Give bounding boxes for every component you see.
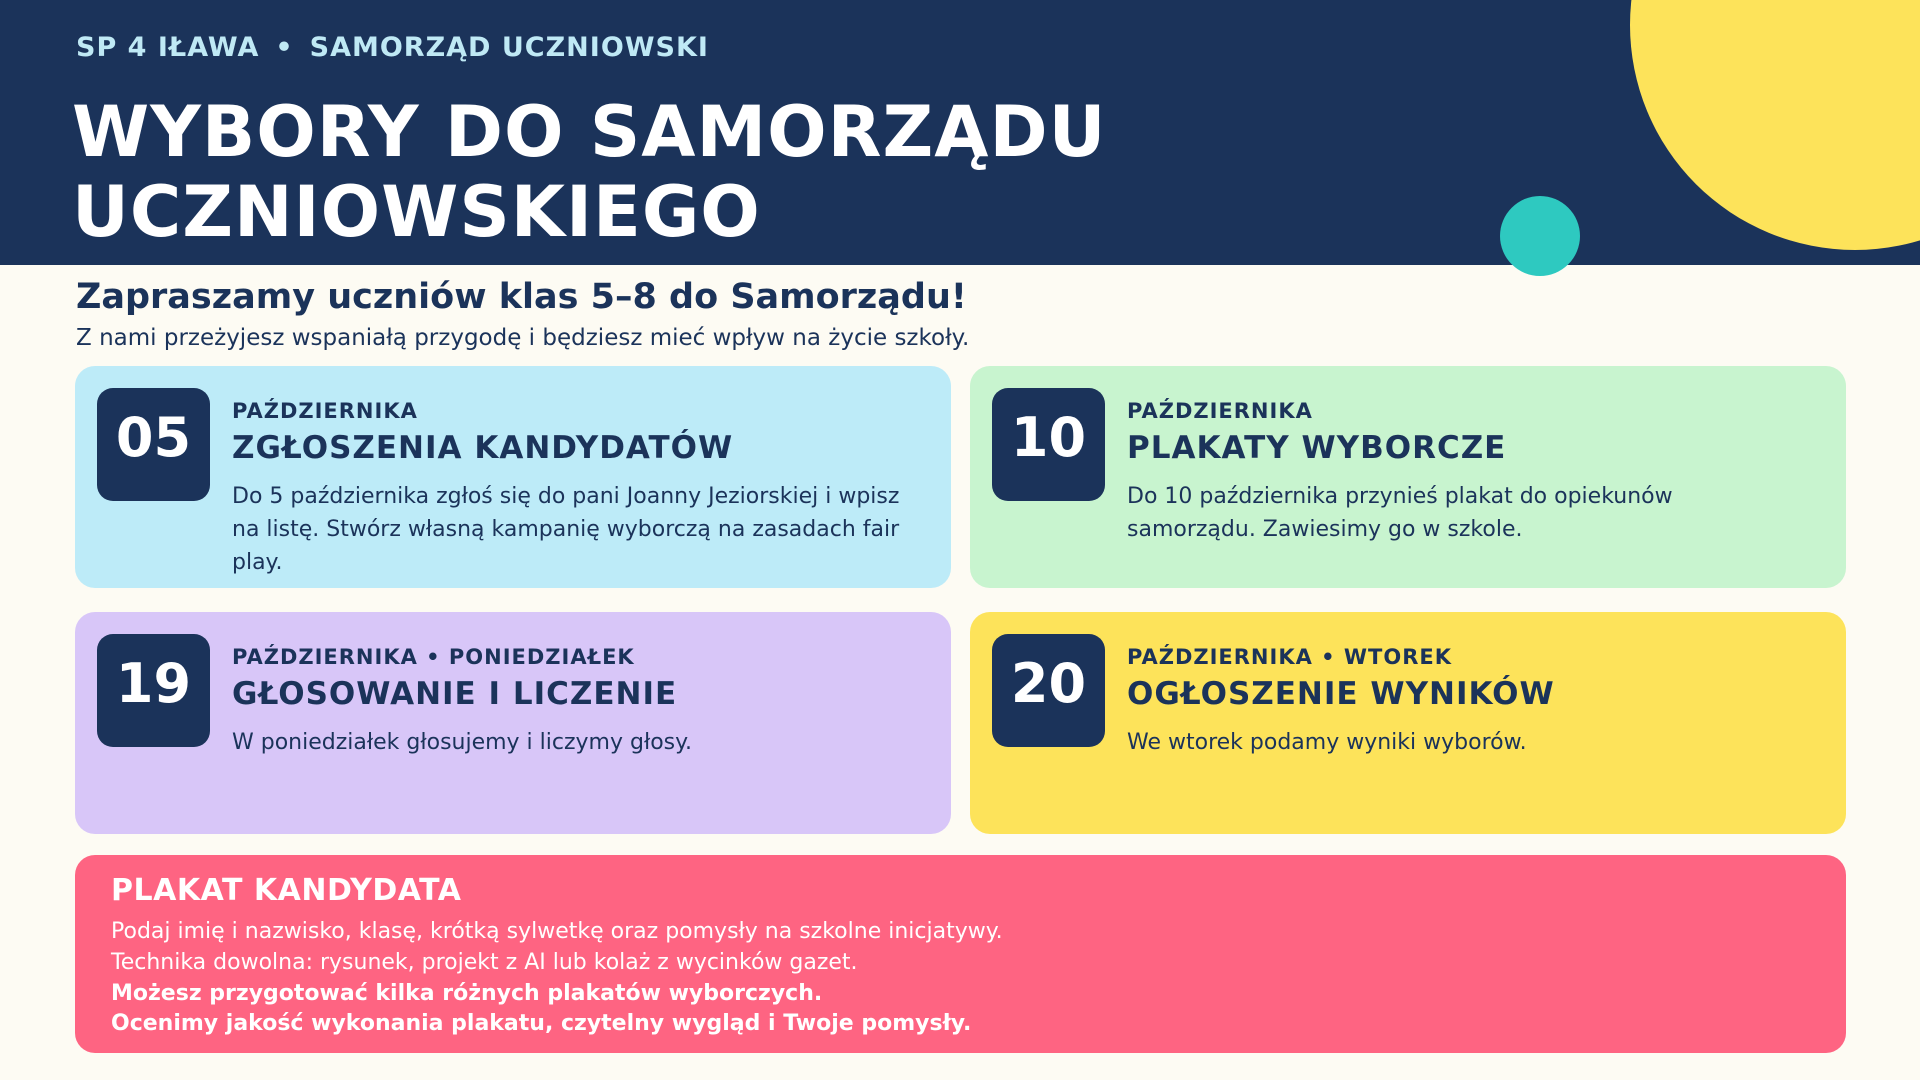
- event-card-results: [970, 612, 1846, 834]
- event-day-badge: 20: [992, 634, 1105, 747]
- school-name: SP 4 IŁAWA: [76, 32, 260, 63]
- event-description: We wtorek podamy wyniki wyborów.: [1127, 730, 1527, 755]
- poster-requirement-line: Podaj imię i nazwisko, klasę, krótką sylwetkę oraz pomysły na szkolne inicjatywy.: [111, 919, 1003, 944]
- organization-name: SAMORZĄD UCZNIOWSKI: [309, 32, 709, 63]
- header-kicker: [76, 32, 709, 63]
- title-line-2: UCZNIOWSKIEGO: [72, 171, 761, 253]
- candidate-poster-section: [75, 855, 1846, 1053]
- page-title: [72, 92, 1272, 252]
- intro-heading: Zapraszamy uczniów klas 5–8 do Samorządu!: [76, 277, 967, 317]
- event-month: PAŹDZIERNIKA • PONIEDZIAŁEK: [232, 645, 635, 669]
- event-title: OGŁOSZENIE WYNIKÓW: [1127, 676, 1555, 712]
- kicker-separator: •: [275, 32, 294, 63]
- teal-dot-decoration: [1500, 196, 1580, 276]
- intro-text: Z nami przeżyjesz wspaniałą przygodę i będziesz mieć wpływ na życie szkoły.: [76, 325, 970, 351]
- event-month: PAŹDZIERNIKA: [232, 399, 418, 423]
- poster-section-title: PLAKAT KANDYDATA: [111, 873, 462, 908]
- header-banner: [0, 0, 1920, 265]
- poster-evaluation-line: Ocenimy jakość wykonania plakatu, czytelny wygląd i Twoje pomysły.: [111, 1011, 972, 1036]
- event-title: GŁOSOWANIE I LICZENIE: [232, 676, 678, 712]
- event-card-voting: [75, 612, 951, 834]
- event-day-badge: 10: [992, 388, 1105, 501]
- poster-technique-line: Technika dowolna: rysunek, projekt z AI lub kolaż z wycinków gazet.: [111, 950, 858, 975]
- event-month: PAŹDZIERNIKA • WTOREK: [1127, 645, 1453, 669]
- title-line-1: WYBORY DO SAMORZĄDU: [72, 91, 1107, 173]
- event-title: ZGŁOSZENIA KANDYDATÓW: [232, 430, 734, 466]
- event-card-nominations: [75, 366, 951, 588]
- event-title: PLAKATY WYBORCZE: [1127, 430, 1507, 466]
- yellow-sun-decoration: [1630, 0, 1920, 250]
- poster-multiple-line: Możesz przygotować kilka różnych plakatów wyborczych.: [111, 981, 823, 1006]
- event-day-badge: 05: [97, 388, 210, 501]
- event-day-badge: 19: [97, 634, 210, 747]
- event-month: PAŹDZIERNIKA: [1127, 399, 1313, 423]
- event-description: Do 5 października zgłoś się do pani Joanny Jeziorskiej i wpisz na listę. Stwórz własną kampanię wyborczą na zasadach fair play.: [232, 484, 900, 575]
- event-card-posters: [970, 366, 1846, 588]
- event-description: W poniedziałek głosujemy i liczymy głosy.: [232, 730, 693, 755]
- event-description: Do 10 października przynieś plakat do opiekunów samorządu. Zawiesimy go w szkole.: [1127, 484, 1673, 542]
